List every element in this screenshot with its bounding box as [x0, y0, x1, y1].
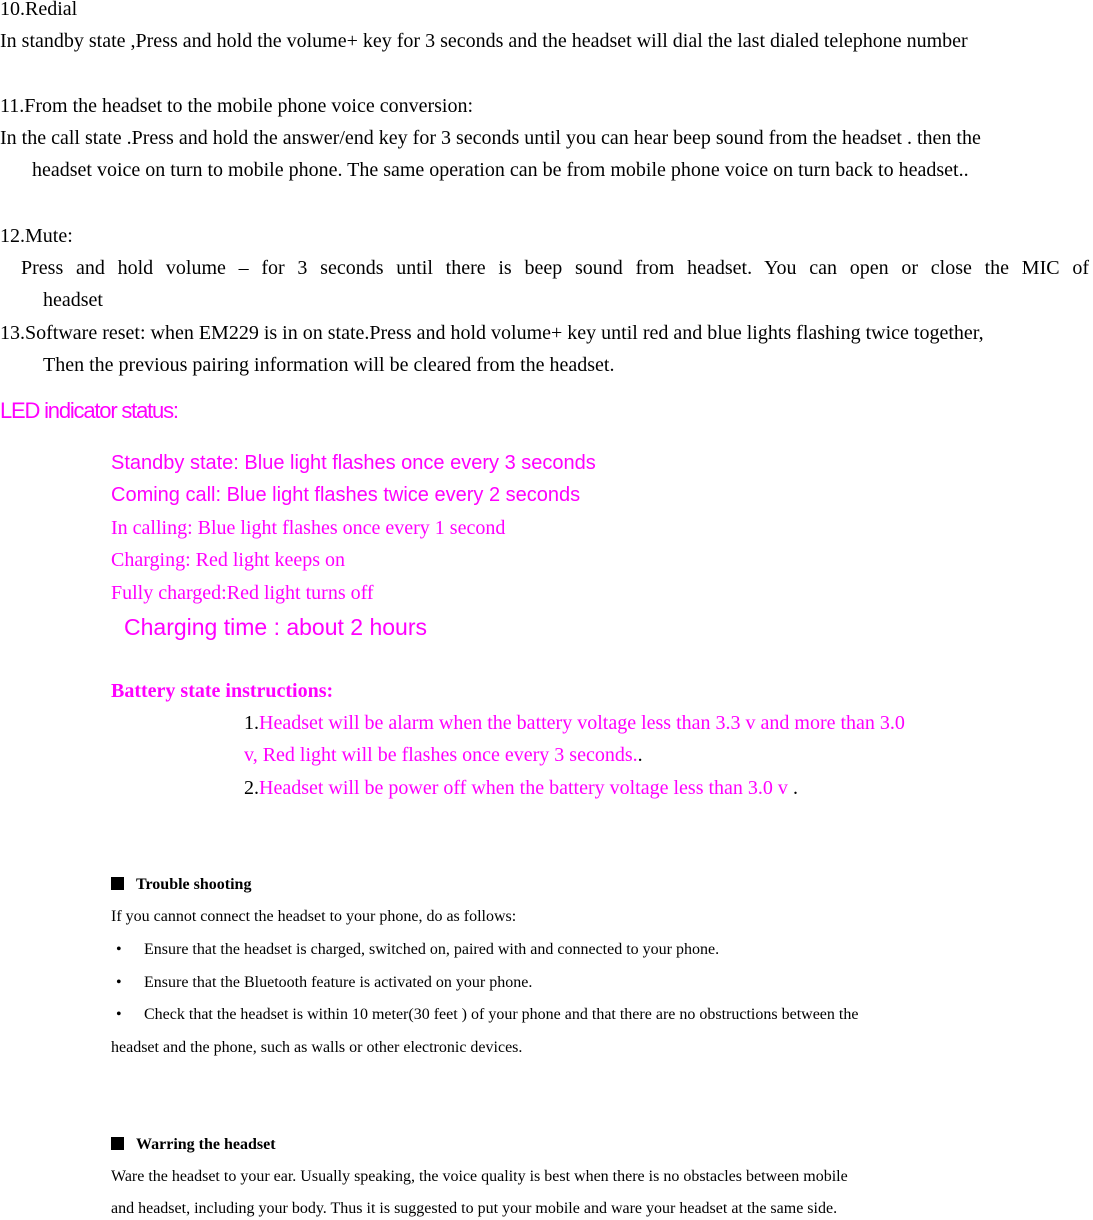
- battery-item1-text: Headset will be alarm when the battery voltage less than 3.3 v and more than 3.0: [259, 712, 905, 734]
- trouble-heading-row: [111, 875, 251, 895]
- voice-conversion-body-line1: In the call state .Press and hold the answer/end key for 3 seconds until you can hear beep sound from the headset . then the: [0, 127, 981, 149]
- led-heading: LED indicator status:: [0, 398, 178, 423]
- warring-heading: Warring the headset: [136, 1136, 276, 1153]
- trouble-continuation: headset and the phone, such as walls or other electronic devices.: [111, 1039, 523, 1056]
- bullet-dot-icon: •: [116, 1006, 122, 1023]
- trouble-heading: Trouble shooting: [136, 876, 252, 893]
- led-coming-call: Coming call: Blue light flashes twice every 2 seconds: [111, 484, 581, 506]
- led-fully-charged: Fully charged:Red light turns off: [111, 582, 374, 604]
- warring-heading-row: [111, 1135, 276, 1155]
- trouble-bullet-text: Ensure that the headset is charged, switched on, paired with and connected to your phone.: [144, 941, 720, 958]
- mute-body-line2: headset: [43, 289, 103, 311]
- redial-body: In standby state ,Press and hold the volume+ key for 3 seconds and the headset will dial the last dialed telephone number: [0, 30, 968, 52]
- battery-item2-tail: .: [787, 777, 798, 799]
- battery-item2-text: Headset will be power off when the battery voltage less than 3.0 v: [259, 777, 788, 799]
- battery-item1-number: 1.: [244, 712, 259, 734]
- battery-item1-line1: [244, 711, 905, 735]
- warring-line2: and headset, including your body. Thus it is suggested to put your mobile and ware your headset at the same side.: [111, 1200, 838, 1217]
- software-reset-line2: Then the previous pairing information will be cleared from the headset.: [43, 354, 615, 376]
- battery-item1-tail: .: [637, 744, 643, 766]
- redial-title: 10.Redial: [0, 0, 78, 20]
- battery-heading: Battery state instructions:: [111, 680, 334, 702]
- led-charging: Charging: Red light keeps on: [111, 549, 346, 571]
- battery-item1-text-cont: v, Red light will be flashes once every 3 seconds.: [244, 744, 638, 766]
- trouble-bullet-text: Ensure that the Bluetooth feature is activated on your phone.: [144, 974, 533, 991]
- mute-title: 12.Mute:: [0, 225, 73, 247]
- trouble-intro: If you cannot connect the headset to your phone, do as follows:: [111, 908, 517, 925]
- trouble-bullet-2: [116, 973, 532, 993]
- led-standby: Standby state: Blue light flashes once every 3 seconds: [111, 452, 596, 474]
- trouble-bullet-text: Check that the headset is within 10 meter(30 feet ) of your phone and that there are no obstructions between the: [144, 1006, 859, 1023]
- square-bullet-icon: [111, 1137, 124, 1150]
- bullet-dot-icon: •: [116, 941, 122, 958]
- mute-body-line1: Press and hold volume – for 3 seconds until there is beep sound from headset. You can open or close the MIC of: [21, 257, 1089, 279]
- bullet-dot-icon: •: [116, 974, 122, 991]
- trouble-bullet-3: [116, 1005, 858, 1025]
- trouble-bullet-1: [116, 940, 719, 960]
- led-charging-time: Charging time : about 2 hours: [124, 614, 428, 640]
- battery-item2-number: 2.: [244, 777, 259, 799]
- battery-item2: [244, 776, 798, 800]
- voice-conversion-title: 11.From the headset to the mobile phone voice conversion:: [0, 95, 474, 117]
- voice-conversion-body-line2: headset voice on turn to mobile phone. The same operation can be from mobile phone voice on turn back to headset..: [32, 159, 969, 181]
- battery-item1-line2: [244, 743, 643, 767]
- square-bullet-icon: [111, 877, 124, 890]
- warring-line1: Ware the headset to your ear. Usually speaking, the voice quality is best when there is no obstacles between mobile: [111, 1168, 848, 1185]
- led-in-calling: In calling: Blue light flashes once every 1 second: [111, 517, 506, 539]
- software-reset-line1: 13.Software reset: when EM229 is in on state.Press and hold volume+ key until red and blue lights flashing twice together,: [0, 322, 984, 344]
